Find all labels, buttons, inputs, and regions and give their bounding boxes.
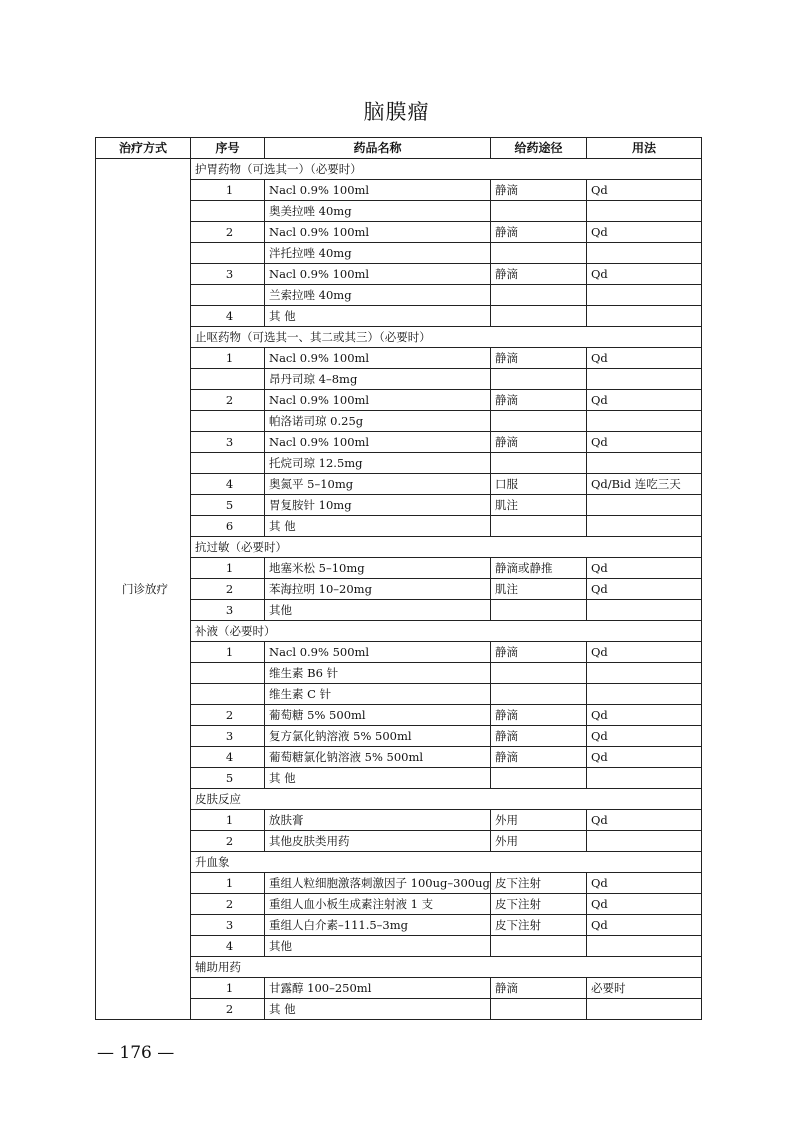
sequence-cell <box>191 285 265 306</box>
route-cell: 口服 <box>491 474 587 495</box>
header-usage: 用法 <box>587 138 702 159</box>
drug-name-cell: 苯海拉明 10–20mg <box>265 579 491 600</box>
sequence-cell: 3 <box>191 264 265 285</box>
route-cell: 皮下注射 <box>491 894 587 915</box>
drug-name-cell: Nacl 0.9% 100ml <box>265 390 491 411</box>
route-cell: 静滴 <box>491 747 587 768</box>
usage-cell <box>587 453 702 474</box>
category-label: 辅助用药 <box>191 957 702 978</box>
sequence-cell <box>191 663 265 684</box>
route-cell <box>491 201 587 222</box>
header-drug-name: 药品名称 <box>265 138 491 159</box>
route-cell <box>491 285 587 306</box>
usage-cell: Qd <box>587 222 702 243</box>
usage-cell: Qd <box>587 726 702 747</box>
sequence-cell: 2 <box>191 579 265 600</box>
sequence-cell: 1 <box>191 873 265 894</box>
drug-name-cell: Nacl 0.9% 100ml <box>265 264 491 285</box>
drug-name-cell: 兰索拉唑 40mg <box>265 285 491 306</box>
route-cell <box>491 411 587 432</box>
sequence-cell: 2 <box>191 222 265 243</box>
sequence-cell: 3 <box>191 726 265 747</box>
sequence-cell: 1 <box>191 558 265 579</box>
route-cell <box>491 243 587 264</box>
category-row <box>96 159 702 180</box>
sequence-cell: 4 <box>191 474 265 495</box>
drug-name-cell: 维生素 B6 针 <box>265 663 491 684</box>
route-cell <box>491 600 587 621</box>
sequence-cell: 1 <box>191 348 265 369</box>
usage-cell: Qd <box>587 558 702 579</box>
route-cell <box>491 453 587 474</box>
sequence-cell: 6 <box>191 516 265 537</box>
route-cell: 静滴 <box>491 180 587 201</box>
route-cell: 外用 <box>491 810 587 831</box>
usage-cell <box>587 936 702 957</box>
drug-name-cell: 其 他 <box>265 306 491 327</box>
route-cell <box>491 936 587 957</box>
sequence-cell: 2 <box>191 831 265 852</box>
sequence-cell: 1 <box>191 978 265 999</box>
drug-name-cell: 其 他 <box>265 516 491 537</box>
drug-name-cell: 葡萄糖 5% 500ml <box>265 705 491 726</box>
route-cell: 皮下注射 <box>491 915 587 936</box>
route-cell: 皮下注射 <box>491 873 587 894</box>
page-title: 脑膜瘤 <box>363 100 430 124</box>
sequence-cell <box>191 411 265 432</box>
sequence-cell: 5 <box>191 495 265 516</box>
usage-cell: Qd <box>587 579 702 600</box>
usage-cell <box>587 495 702 516</box>
usage-cell <box>587 516 702 537</box>
drug-name-cell: 其他 <box>265 936 491 957</box>
sequence-cell: 2 <box>191 705 265 726</box>
usage-cell: Qd <box>587 747 702 768</box>
usage-cell <box>587 306 702 327</box>
sequence-cell: 1 <box>191 642 265 663</box>
sequence-cell: 3 <box>191 600 265 621</box>
drug-name-cell: 泮托拉唑 40mg <box>265 243 491 264</box>
usage-cell: 必要时 <box>587 978 702 999</box>
drug-name-cell: 帕洛诺司琼 0.25g <box>265 411 491 432</box>
sequence-cell: 3 <box>191 432 265 453</box>
drug-name-cell: 放肤膏 <box>265 810 491 831</box>
route-cell <box>491 369 587 390</box>
drug-name-cell: 其他皮肤类用药 <box>265 831 491 852</box>
sequence-cell: 4 <box>191 747 265 768</box>
usage-cell <box>587 600 702 621</box>
category-label: 护胃药物（可选其一）（必要时） <box>191 159 702 180</box>
usage-cell: Qd <box>587 642 702 663</box>
route-cell <box>491 768 587 789</box>
usage-cell <box>587 285 702 306</box>
usage-cell: Qd <box>587 705 702 726</box>
drug-name-cell: 托烷司琼 12.5mg <box>265 453 491 474</box>
drug-name-cell: 维生素 C 针 <box>265 684 491 705</box>
drug-name-cell: 胃复胺针 10mg <box>265 495 491 516</box>
route-cell: 静滴 <box>491 222 587 243</box>
header-treatment-method: 治疗方式 <box>96 138 191 159</box>
route-cell <box>491 516 587 537</box>
route-cell: 静滴 <box>491 348 587 369</box>
usage-cell <box>587 243 702 264</box>
sequence-cell: 2 <box>191 894 265 915</box>
route-cell: 静滴 <box>491 726 587 747</box>
usage-cell <box>587 663 702 684</box>
drug-name-cell: 地塞米松 5–10mg <box>265 558 491 579</box>
sequence-cell <box>191 369 265 390</box>
sequence-cell: 2 <box>191 390 265 411</box>
usage-cell <box>587 684 702 705</box>
drug-name-cell: 奥氮平 5–10mg <box>265 474 491 495</box>
route-cell <box>491 684 587 705</box>
usage-cell <box>587 768 702 789</box>
route-cell: 肌注 <box>491 579 587 600</box>
route-cell <box>491 999 587 1020</box>
drug-name-cell: 复方氯化钠溶液 5% 500ml <box>265 726 491 747</box>
drug-name-cell: 重组人白介素–111.5–3mg <box>265 915 491 936</box>
page-number: — 176 — <box>97 1043 175 1063</box>
drug-name-cell: 重组人粒细胞激落刺激因子 100ug–300ug <box>265 873 491 894</box>
sequence-cell <box>191 453 265 474</box>
usage-cell: Qd <box>587 894 702 915</box>
drug-name-cell: 其 他 <box>265 999 491 1020</box>
treatment-method-cell: 门诊放疗 <box>96 159 191 1020</box>
header-route: 给药途径 <box>491 138 587 159</box>
route-cell: 肌注 <box>491 495 587 516</box>
category-label: 抗过敏（必要时） <box>191 537 702 558</box>
category-label: 止呕药物（可选其一、其二或其三）（必要时） <box>191 327 702 348</box>
sequence-cell: 3 <box>191 915 265 936</box>
drug-name-cell: 昂丹司琼 4–8mg <box>265 369 491 390</box>
sequence-cell: 1 <box>191 180 265 201</box>
sequence-cell <box>191 201 265 222</box>
usage-cell: Qd/Bid 连吃三天 <box>587 474 702 495</box>
drug-name-cell: Nacl 0.9% 500ml <box>265 642 491 663</box>
route-cell: 静滴 <box>491 642 587 663</box>
sequence-cell: 4 <box>191 306 265 327</box>
drug-name-cell: 甘露醇 100–250ml <box>265 978 491 999</box>
route-cell: 静滴 <box>491 390 587 411</box>
drug-name-cell: 葡萄糖氯化钠溶液 5% 500ml <box>265 747 491 768</box>
usage-cell: Qd <box>587 180 702 201</box>
category-label: 皮肤反应 <box>191 789 702 810</box>
usage-cell: Qd <box>587 432 702 453</box>
route-cell: 静滴 <box>491 264 587 285</box>
route-cell: 静滴 <box>491 705 587 726</box>
sequence-cell: 1 <box>191 810 265 831</box>
usage-cell: Qd <box>587 348 702 369</box>
usage-cell <box>587 369 702 390</box>
header-sequence-number: 序号 <box>191 138 265 159</box>
sequence-cell: 5 <box>191 768 265 789</box>
route-cell: 静滴 <box>491 432 587 453</box>
table-header-row <box>96 138 702 159</box>
sequence-cell <box>191 243 265 264</box>
sequence-cell: 4 <box>191 936 265 957</box>
drug-name-cell: 其 他 <box>265 768 491 789</box>
category-label: 补液（必要时） <box>191 621 702 642</box>
drug-name-cell: Nacl 0.9% 100ml <box>265 432 491 453</box>
usage-cell: Qd <box>587 264 702 285</box>
drug-name-cell: 奥美拉唑 40mg <box>265 201 491 222</box>
route-cell: 静滴或静推 <box>491 558 587 579</box>
drug-name-cell: Nacl 0.9% 100ml <box>265 180 491 201</box>
route-cell <box>491 663 587 684</box>
drug-name-cell: Nacl 0.9% 100ml <box>265 222 491 243</box>
usage-cell <box>587 831 702 852</box>
medication-table <box>95 137 702 1020</box>
usage-cell <box>587 411 702 432</box>
usage-cell: Qd <box>587 915 702 936</box>
route-cell: 外用 <box>491 831 587 852</box>
category-label: 升血象 <box>191 852 702 873</box>
drug-name-cell: 重组人血小板生成素注射液 1 支 <box>265 894 491 915</box>
usage-cell: Qd <box>587 873 702 894</box>
sequence-cell: 2 <box>191 999 265 1020</box>
sequence-cell <box>191 684 265 705</box>
drug-name-cell: 其他 <box>265 600 491 621</box>
route-cell <box>491 306 587 327</box>
usage-cell: Qd <box>587 390 702 411</box>
drug-name-cell: Nacl 0.9% 100ml <box>265 348 491 369</box>
usage-cell <box>587 201 702 222</box>
usage-cell: Qd <box>587 810 702 831</box>
route-cell: 静滴 <box>491 978 587 999</box>
usage-cell <box>587 999 702 1020</box>
